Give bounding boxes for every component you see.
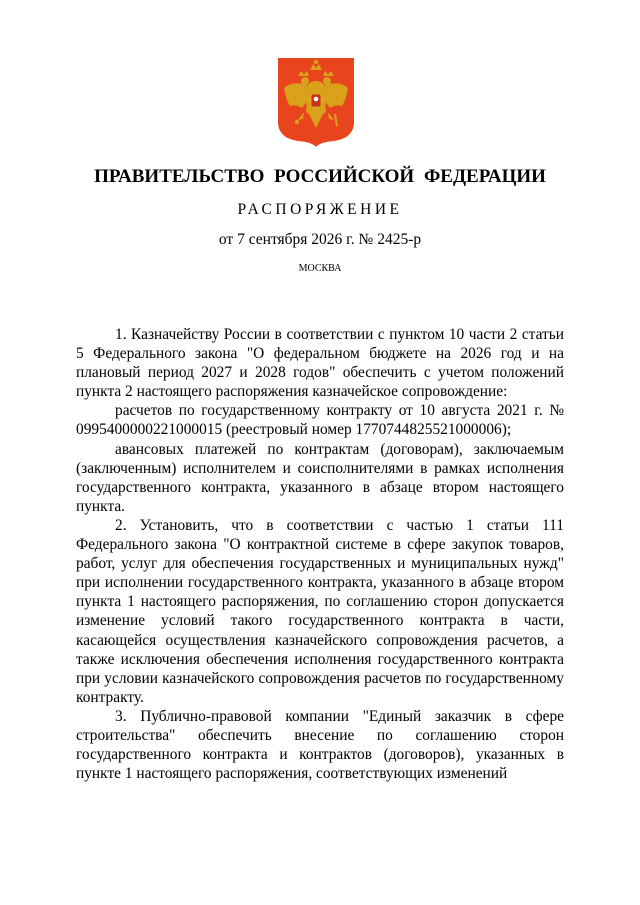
government-title: ПРАВИТЕЛЬСТВО РОССИЙСКОЙ ФЕДЕРАЦИИ [94,166,546,187]
paragraph-2: 2. Установить, что в соответствии с частью 1 статьи 111 Федерального закона "О контрактной системе в сфере закупок товаров, работ, услуг для обеспечения государственных и муниципальных нужд" при исполнении государственного контракта, указанного в абзаце втором пункта 1 настоящего распоряжения, по соглашению сторон допускается изменение условий такого государственного контракта в части, касающейся осуществления казначейского сопровождения расчетов, а также исключения обеспечения исполнения государственного контракта при условии казначейского сопровождения расчетов по государственному контракту. [76,516,564,706]
coat-of-arms-icon [276,56,356,148]
paragraph-3: 3. Публично-правовой компании "Единый заказчик в сфере строительства" обеспечить внесение по соглашению сторон государственного контракта и контрактов (договоров), указанных в пункте 1 настоящего распоряжения, соответствующих изменений [76,707,564,783]
document-date-number: от 7 сентября 2026 г. № 2425-р [218,231,422,248]
paragraph-1: 1. Казначейству России в соответствии с пунктом 10 части 2 статьи 5 Федерального закона "О федеральном бюджете на 2026 год и на плановый период 2027 и 2028 годов" обеспечить с учетом положений пункта 2 настоящего распоряжения казначейское сопровождение: [76,326,564,401]
paragraph-1-item-2: авансовых платежей по контрактам (договорам), заключаемым (заключенным) исполнителем и соисполнителями в рамках исполнения государственного контракта, указанного в абзаце втором настоящего пункта. [76,440,564,515]
city-name: МОСКВА [298,263,342,274]
document-body [76,325,564,783]
paragraph-1-item-1: расчетов по государственному контракту от 10 августа 2021 г. № 0995400000221000015 (реестровый номер 1770744825521000006); [76,402,564,439]
document-type: РАСПОРЯЖЕНИЕ [237,201,403,218]
